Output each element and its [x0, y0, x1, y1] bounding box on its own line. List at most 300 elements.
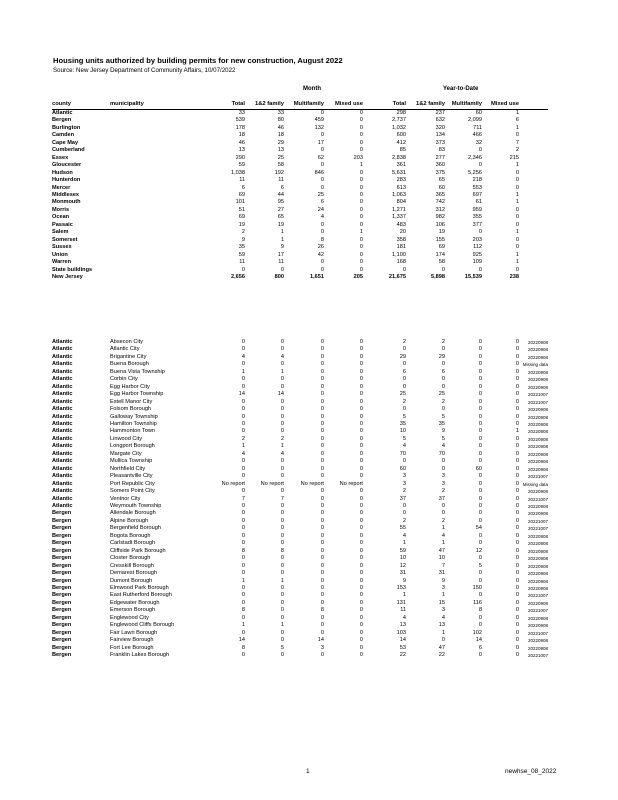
ytd-1-2-family-cell: 365 — [435, 191, 445, 198]
municipality-row — [52, 615, 548, 622]
ytd-1-2-family-cell: 0 — [441, 346, 445, 353]
ytd-mixed-use-cell: 7 — [515, 139, 519, 146]
ytd-multifamily-cell: 60 — [475, 465, 482, 472]
ytd-multifamily-cell: 0 — [478, 443, 482, 450]
municipality-row — [52, 361, 548, 368]
month-multifamily-cell: 0 — [320, 259, 324, 266]
month-mixed-use-cell: 0 — [359, 117, 363, 124]
county-cell: Bergen — [52, 644, 72, 651]
month-multifamily-cell: 0 — [320, 577, 324, 584]
month-mixed-use-cell: 0 — [359, 547, 363, 554]
county-cell: Atlantic — [52, 473, 73, 480]
ytd-mixed-use-cell: 1 — [515, 199, 519, 206]
ytd-multifamily-cell: 203 — [472, 236, 482, 243]
spacer-cell — [519, 140, 548, 147]
ytd-1-2-family-cell: 360 — [435, 162, 445, 169]
month-1-2-family-cell: 25 — [277, 154, 284, 161]
ytd-multifamily-cell: 0 — [478, 229, 482, 236]
ytd-1-2-family-cell: 47 — [438, 644, 445, 651]
ytd-total-cell: 53 — [399, 644, 406, 651]
ytd-1-2-family-cell: 3 — [441, 480, 445, 487]
column-header-month-multifamily: Multifamily — [284, 101, 324, 110]
ytd-total-cell: 0 — [402, 406, 406, 413]
note-cell: 20220908 — [527, 548, 548, 554]
spacer-cell — [519, 199, 548, 206]
note-cell: 20221007 — [527, 518, 548, 524]
municipality-cell — [110, 132, 202, 139]
municipality-cell: Northfield City — [110, 465, 146, 472]
county-row — [52, 259, 548, 266]
county-cell: Mercer — [52, 184, 71, 191]
municipality-cell: East Rutherford Borough — [110, 592, 172, 599]
ytd-total-cell: 4 — [402, 614, 406, 621]
month-multifamily-cell: 8 — [320, 607, 324, 614]
month-total-cell: 59 — [238, 162, 245, 169]
month-1-2-family-cell: 800 — [274, 273, 284, 280]
ytd-mixed-use-cell: 0 — [515, 244, 519, 251]
note-cell: 20221007 — [527, 474, 548, 480]
spacer-cell — [519, 274, 548, 281]
month-mixed-use-cell: 0 — [359, 191, 363, 198]
municipality-row — [52, 540, 548, 547]
spacer-cell — [519, 170, 548, 177]
ytd-total-cell: 2,737 — [392, 117, 406, 124]
month-multifamily-cell: 1,651 — [310, 273, 324, 280]
ytd-total-cell: 361 — [396, 162, 406, 169]
month-mixed-use-cell: 0 — [359, 353, 363, 360]
county-row — [52, 192, 548, 199]
county-cell: Atlantic — [52, 428, 73, 435]
county-cell: Atlantic — [52, 346, 73, 353]
ytd-multifamily-cell: 0 — [478, 555, 482, 562]
month-total-cell: 14 — [238, 391, 245, 398]
ytd-total-cell: 3 — [402, 473, 406, 480]
month-1-2-family-cell: 65 — [277, 214, 284, 221]
ytd-multifamily-cell: 0 — [478, 570, 482, 577]
note-cell: 20220908 — [527, 533, 548, 539]
ytd-1-2-family-cell: 0 — [441, 383, 445, 390]
month-mixed-use-cell: 0 — [359, 443, 363, 450]
municipality-table — [52, 339, 548, 659]
ytd-mixed-use-cell: 0 — [515, 406, 519, 413]
month-1-2-family-cell: 0 — [280, 398, 284, 405]
month-1-2-family-cell: No report — [260, 480, 284, 487]
month-1-2-family-cell: 0 — [280, 383, 284, 390]
note-cell: 20220908 — [527, 459, 548, 465]
ytd-total-cell: 298 — [396, 110, 406, 116]
month-mixed-use-cell: 0 — [359, 592, 363, 599]
ytd-mixed-use-cell: 2 — [515, 147, 519, 154]
ytd-mixed-use-cell: 0 — [515, 465, 519, 472]
ytd-total-cell: 0 — [402, 383, 406, 390]
ytd-multifamily-cell: 0 — [478, 353, 482, 360]
ytd-mixed-use-cell: 1 — [515, 191, 519, 198]
month-total-cell: 59 — [238, 251, 245, 258]
municipality-cell — [110, 110, 202, 118]
ytd-1-2-family-cell: 83 — [438, 147, 445, 154]
month-mixed-use-cell: 0 — [359, 525, 363, 532]
spacer-cell — [519, 185, 548, 192]
note-cell: 20220908 — [527, 541, 548, 547]
municipality-cell: Dumont Borough — [110, 577, 153, 584]
ytd-mixed-use-cell: 0 — [515, 206, 519, 213]
municipality-row — [52, 384, 548, 391]
municipality-cell: Pleasantville City — [110, 473, 153, 480]
ytd-1-2-family-cell: 174 — [435, 251, 445, 258]
month-multifamily-cell: 0 — [320, 428, 324, 435]
ytd-1-2-family-cell: 0 — [441, 510, 445, 517]
month-1-2-family-cell: 0 — [280, 517, 284, 524]
municipality-row — [52, 391, 548, 398]
county-cell: Essex — [52, 154, 69, 161]
ytd-total-cell: 22 — [399, 652, 406, 659]
ytd-1-2-family-cell: 0 — [441, 458, 445, 465]
month-mixed-use-cell: 0 — [359, 339, 363, 345]
month-total-cell: 0 — [241, 525, 245, 532]
ytd-1-2-family-cell: 58 — [438, 259, 445, 266]
ytd-multifamily-cell: 0 — [478, 652, 482, 659]
month-mixed-use-cell: 0 — [359, 465, 363, 472]
municipality-row — [52, 548, 548, 555]
ytd-1-2-family-cell: 0 — [441, 406, 445, 413]
ytd-multifamily-cell: 0 — [478, 577, 482, 584]
ytd-1-2-family-cell: 5 — [441, 413, 445, 420]
municipality-row — [52, 436, 548, 443]
county-row — [52, 214, 548, 221]
month-1-2-family-cell: 0 — [280, 473, 284, 480]
month-1-2-family-cell: 0 — [280, 629, 284, 636]
note-cell: 20220908 — [527, 414, 548, 420]
state-total-row — [52, 274, 548, 281]
month-total-cell: 19 — [238, 221, 245, 228]
month-1-2-family-cell: 4 — [280, 353, 284, 360]
month-multifamily-cell: 17 — [317, 139, 324, 146]
county-cell: Bergen — [52, 614, 72, 621]
ytd-total-cell: 12 — [399, 562, 406, 569]
county-cell: Bergen — [52, 117, 72, 124]
municipality-row — [52, 414, 548, 421]
municipality-cell: Bergenfield Borough — [110, 525, 162, 532]
month-1-2-family-cell: 0 — [280, 406, 284, 413]
month-1-2-family-cell: 0 — [280, 502, 284, 509]
month-multifamily-cell: 0 — [320, 383, 324, 390]
ytd-mixed-use-cell: 0 — [515, 221, 519, 228]
county-cell: Cape May — [52, 139, 79, 146]
ytd-1-2-family-cell: 60 — [438, 184, 445, 191]
municipality-cell — [110, 237, 202, 244]
ytd-mixed-use-cell: 0 — [515, 435, 519, 442]
county-cell: Bergen — [52, 570, 72, 577]
note-cell: 20220908 — [527, 451, 548, 457]
month-multifamily-cell: 0 — [320, 525, 324, 532]
month-1-2-family-cell: 27 — [277, 206, 284, 213]
municipality-cell — [110, 244, 202, 251]
month-mixed-use-cell: 0 — [359, 629, 363, 636]
ytd-1-2-family-cell: 4 — [441, 443, 445, 450]
county-row — [52, 252, 548, 259]
note-cell: 20220908 — [527, 384, 548, 390]
month-group-header: Month — [303, 86, 321, 92]
ytd-multifamily-cell: 711 — [473, 124, 482, 131]
ytd-multifamily-cell: 12 — [475, 547, 482, 554]
month-multifamily-cell: 0 — [320, 502, 324, 509]
month-total-cell: 0 — [241, 413, 245, 420]
month-1-2-family-cell: 13 — [277, 147, 284, 154]
month-total-cell: 4 — [241, 353, 245, 360]
spacer-cell — [519, 155, 548, 162]
note-cell: 20221007 — [527, 593, 548, 599]
month-multifamily-cell: 0 — [320, 450, 324, 457]
ytd-multifamily-cell: 355 — [472, 214, 482, 221]
month-total-cell: 0 — [241, 361, 245, 368]
month-mixed-use-cell: 0 — [359, 184, 363, 191]
ytd-mixed-use-cell: 0 — [515, 488, 519, 495]
municipality-cell: Buena Vista Township — [110, 368, 165, 375]
county-cell: Bergen — [52, 599, 72, 606]
month-multifamily-cell: 0 — [320, 398, 324, 405]
note-cell: 20220908 — [527, 503, 548, 509]
county-cell: New Jersey — [52, 273, 83, 280]
month-total-cell: 1,038 — [231, 169, 245, 176]
municipality-row — [52, 622, 548, 629]
ytd-multifamily-cell: 0 — [478, 420, 482, 427]
ytd-multifamily-cell: 0 — [478, 413, 482, 420]
ytd-total-cell: 153 — [396, 584, 406, 591]
county-cell: Atlantic — [52, 339, 73, 345]
municipality-row — [52, 503, 548, 510]
month-total-cell: No report — [221, 480, 245, 487]
ytd-mixed-use-cell: 0 — [515, 510, 519, 517]
column-header-ytd-1-2-family: 1&2 family — [406, 101, 445, 110]
month-mixed-use-cell: 0 — [359, 584, 363, 591]
ytd-multifamily-cell: 377 — [472, 221, 482, 228]
municipality-row — [52, 399, 548, 406]
month-multifamily-cell: 0 — [320, 443, 324, 450]
ytd-mixed-use-cell: 1 — [515, 110, 519, 116]
ytd-1-2-family-cell: 31 — [438, 570, 445, 577]
month-multifamily-cell: 6 — [320, 199, 324, 206]
county-cell: Bergen — [52, 607, 72, 614]
ytd-multifamily-cell: 0 — [478, 532, 482, 539]
municipality-cell: Elmwood Park Borough — [110, 584, 169, 591]
ytd-multifamily-cell: 925 — [472, 251, 482, 258]
month-total-cell: 0 — [241, 510, 245, 517]
ytd-mixed-use-cell: 0 — [515, 443, 519, 450]
ytd-mixed-use-cell: 0 — [515, 540, 519, 547]
ytd-1-2-family-cell: 69 — [438, 244, 445, 251]
month-multifamily-cell: 0 — [320, 346, 324, 353]
ytd-multifamily-cell: 0 — [478, 383, 482, 390]
month-mixed-use-cell: 0 — [359, 599, 363, 606]
ytd-multifamily-cell: 32 — [475, 139, 482, 146]
municipality-row — [52, 630, 548, 637]
ytd-total-cell: 70 — [399, 450, 406, 457]
ytd-total-cell: 55 — [399, 525, 406, 532]
municipality-cell: Longport Borough — [110, 443, 155, 450]
ytd-mixed-use-cell: 0 — [515, 458, 519, 465]
municipality-cell: Margate City — [110, 450, 142, 457]
ytd-mixed-use-cell: 0 — [515, 592, 519, 599]
month-total-cell: 13 — [238, 147, 245, 154]
column-header-month-mixed-use: Mixed use — [324, 101, 363, 110]
ytd-multifamily-cell: 0 — [478, 428, 482, 435]
note-cell: 20221007 — [527, 608, 548, 614]
county-cell: Atlantic — [52, 420, 73, 427]
month-1-2-family-cell: 44 — [277, 191, 284, 198]
ytd-1-2-family-cell: 5,898 — [431, 273, 445, 280]
ytd-multifamily-cell: 54 — [475, 525, 482, 532]
spacer-cell — [519, 162, 548, 169]
ytd-total-cell: 4 — [402, 532, 406, 539]
month-total-cell: 4 — [241, 450, 245, 457]
ytd-mixed-use-cell: 0 — [515, 577, 519, 584]
ytd-total-cell: 85 — [399, 147, 406, 154]
county-cell: Bergen — [52, 540, 72, 547]
month-mixed-use-cell: 203 — [353, 154, 363, 161]
month-1-2-family-cell: 0 — [280, 465, 284, 472]
ytd-total-cell: 10 — [399, 428, 406, 435]
month-mixed-use-cell: 0 — [359, 577, 363, 584]
county-cell: Sussex — [52, 244, 72, 251]
month-mixed-use-cell: 0 — [359, 502, 363, 509]
municipality-row — [52, 652, 548, 659]
month-1-2-family-cell: 1 — [280, 443, 284, 450]
ytd-mixed-use-cell: 0 — [515, 376, 519, 383]
month-mixed-use-cell: 0 — [359, 259, 363, 266]
column-header-ytd-total: Total — [363, 101, 406, 110]
spacer-cell — [519, 214, 548, 221]
column-header-month-1-2-family: 1&2 family — [245, 101, 284, 110]
county-cell: Bergen — [52, 577, 72, 584]
month-multifamily-cell: 0 — [320, 406, 324, 413]
month-1-2-family-cell: 11 — [278, 177, 284, 184]
ytd-total-cell: 21,675 — [388, 273, 406, 280]
column-header-ytd-multifamily: Multifamily — [445, 101, 482, 110]
municipality-row — [52, 346, 548, 353]
municipality-cell — [110, 162, 202, 169]
ytd-mixed-use-cell: 238 — [509, 273, 519, 280]
ytd-total-cell: 1,100 — [392, 251, 406, 258]
ytd-total-cell: 5 — [402, 435, 406, 442]
month-1-2-family-cell: 5 — [280, 644, 284, 651]
column-header-ytd-mixed-use: Mixed use — [482, 101, 519, 110]
municipality-row — [52, 518, 548, 525]
ytd-total-cell: 0 — [402, 510, 406, 517]
month-multifamily-cell: 4 — [320, 214, 324, 221]
municipality-cell: Brigantine City — [110, 353, 147, 360]
month-total-cell: 0 — [241, 517, 245, 524]
ytd-total-cell: 613 — [396, 184, 406, 191]
month-mixed-use-cell: 0 — [359, 450, 363, 457]
municipality-cell — [110, 170, 202, 177]
county-cell: Passaic — [52, 221, 73, 228]
municipality-cell — [110, 252, 202, 259]
month-1-2-family-cell: 0 — [280, 361, 284, 368]
month-multifamily-cell: 0 — [320, 177, 324, 184]
ytd-multifamily-cell: 0 — [478, 376, 482, 383]
month-mixed-use-cell: 0 — [359, 532, 363, 539]
month-total-cell: 14 — [238, 637, 245, 644]
ytd-multifamily-cell: 0 — [478, 361, 482, 368]
month-mixed-use-cell: 0 — [359, 428, 363, 435]
municipality-cell: Allendale Borough — [110, 510, 156, 517]
month-1-2-family-cell: 1 — [280, 577, 284, 584]
month-multifamily-cell: 8 — [320, 236, 324, 243]
month-multifamily-cell: 0 — [320, 547, 324, 554]
month-mixed-use-cell: 0 — [359, 413, 363, 420]
ytd-total-cell: 13 — [399, 622, 406, 629]
month-multifamily-cell: 0 — [320, 184, 324, 191]
note-cell: 20220908 — [527, 354, 548, 360]
ytd-mixed-use-cell: 0 — [515, 495, 519, 502]
municipality-cell: Egg Harbor Township — [110, 391, 164, 398]
ytd-multifamily-cell: 0 — [478, 622, 482, 629]
month-1-2-family-cell: 0 — [280, 555, 284, 562]
county-row — [52, 199, 548, 206]
ytd-total-cell: 20 — [399, 229, 406, 236]
month-1-2-family-cell: 6 — [280, 184, 284, 191]
month-1-2-family-cell: 58 — [277, 162, 284, 169]
month-total-cell: 0 — [241, 465, 245, 472]
note-cell: 20220908 — [527, 369, 548, 375]
month-1-2-family-cell: 19 — [277, 221, 284, 228]
spacer-cell — [519, 132, 548, 139]
month-mixed-use-cell: 0 — [359, 391, 363, 398]
month-1-2-family-cell: 29 — [277, 139, 284, 146]
month-total-cell: 0 — [241, 406, 245, 413]
municipality-cell: Atlantic City — [110, 346, 140, 353]
ytd-mixed-use-cell: 0 — [515, 525, 519, 532]
county-cell: Warren — [52, 259, 72, 266]
ytd-multifamily-cell: 0 — [478, 435, 482, 442]
ytd-mixed-use-cell: 0 — [515, 644, 519, 651]
month-multifamily-cell: 14 — [317, 637, 324, 644]
month-multifamily-cell: 0 — [320, 435, 324, 442]
ytd-1-2-family-cell: 5 — [441, 435, 445, 442]
county-cell: Hudson — [52, 169, 73, 176]
month-total-cell: 51 — [238, 206, 245, 213]
ytd-multifamily-cell: 2,099 — [468, 117, 482, 124]
month-mixed-use-cell: 0 — [359, 614, 363, 621]
note-cell: 20220908 — [527, 421, 548, 427]
ytd-total-cell: 14 — [399, 637, 406, 644]
report-source: Source: New Jersey Department of Community Affairs, 10/07/2022 — [53, 67, 236, 74]
month-multifamily-cell: 0 — [320, 555, 324, 562]
spacer-cell — [519, 117, 548, 124]
municipality-row — [52, 585, 548, 592]
municipality-cell: Carlstadt Borough — [110, 540, 156, 547]
ytd-1-2-family-cell: 155 — [435, 236, 445, 243]
month-total-cell: 1 — [241, 443, 245, 450]
municipality-cell — [110, 140, 202, 147]
ytd-1-2-family-cell: 7 — [441, 562, 445, 569]
month-1-2-family-cell: 0 — [280, 592, 284, 599]
month-mixed-use-cell: 0 — [359, 236, 363, 243]
month-mixed-use-cell: 0 — [359, 346, 363, 353]
ytd-total-cell: 3 — [402, 480, 406, 487]
month-1-2-family-cell: 17 — [277, 251, 284, 258]
county-cell: Bergen — [52, 555, 72, 562]
municipality-row — [52, 458, 548, 465]
month-1-2-family-cell: 1 — [280, 368, 284, 375]
ytd-multifamily-cell: 116 — [473, 599, 482, 606]
month-mixed-use-cell: 0 — [359, 251, 363, 258]
ytd-1-2-family-cell: 4 — [441, 614, 445, 621]
ytd-multifamily-cell: 0 — [478, 473, 482, 480]
month-mixed-use-cell: 0 — [359, 652, 363, 659]
month-1-2-family-cell: 33 — [277, 110, 284, 116]
county-row — [52, 207, 548, 214]
